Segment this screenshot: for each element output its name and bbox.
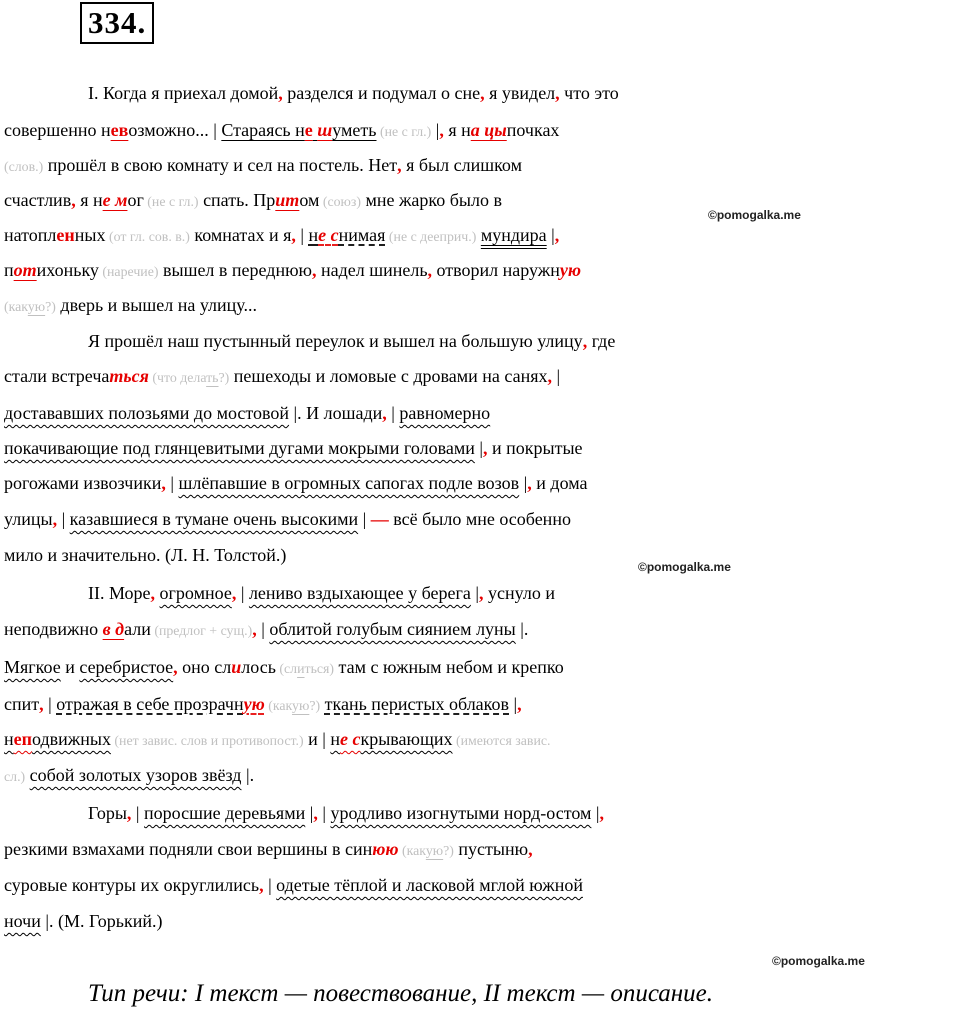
text-fragment: | [43, 694, 57, 714]
text-fragment: | [474, 438, 483, 458]
underlined-fragment: достававших полозьями до мостовой [4, 403, 290, 423]
underlined-fragment: Мягкое [4, 657, 61, 677]
grammar-hint: и [297, 661, 305, 676]
underlined-fragment: одвижных [32, 729, 111, 749]
text-fragment: что это [559, 83, 619, 103]
text-fragment: прошёл в свою комнату и сел на постель. Нет [43, 155, 398, 175]
text-line [4, 538, 960, 573]
text-fragment: II. Море [88, 583, 151, 603]
text-fragment: резкими взмахами подняли свои вершины в син [4, 839, 373, 859]
punctuation-mark: , [382, 403, 387, 423]
text-line [4, 466, 960, 501]
text-fragment: |. [515, 619, 529, 639]
underlined-fragment: серебристое [79, 657, 174, 677]
grammar-hint: (сл [275, 661, 298, 676]
punctuation-mark: , [599, 803, 604, 823]
grammar-hint: ?) [218, 370, 230, 385]
text-fragment: спать. Пр [198, 190, 276, 210]
speech-type-note: Тип речи: I текст — повествование, II текст — описание. [88, 980, 714, 1007]
highlighted-spelling: е с [318, 225, 339, 245]
grammar-hint: ?) [443, 843, 454, 858]
text-fragment: там с южным небом и крепко [334, 657, 564, 677]
grammar-hint: (как [4, 299, 28, 314]
underlined-fragment: покачивающие под глянцевитыми дугами мокрыми головами [4, 438, 475, 458]
highlighted-spelling: ую [559, 260, 582, 280]
text-fragment: | [470, 583, 480, 603]
highlighted-spelling: и [231, 657, 242, 677]
underlined-fragment: н [4, 729, 14, 749]
watermark: ©pomogalka.me [772, 954, 865, 968]
text-line [4, 904, 960, 939]
text-fragment: Я прошёл наш пустынный переулок и вышел на большую улицу [88, 331, 583, 351]
text-line [4, 396, 960, 431]
text-fragment: уснуло и [483, 583, 555, 603]
grammar-hint: ?) [309, 698, 321, 713]
text-line [4, 359, 960, 394]
underlined-fragment: поросшие деревьями [144, 803, 306, 823]
text-fragment: оно сл [177, 657, 232, 677]
text-fragment: и покрытые [487, 438, 583, 458]
underlined-fragment: уметь [332, 120, 377, 140]
text-fragment: | [509, 694, 518, 714]
text-fragment: и | [303, 729, 331, 749]
grammar-hint: ую [425, 843, 444, 858]
text-fragment: | [256, 619, 270, 639]
punctuation-mark: , [161, 473, 166, 493]
punctuation-mark: , [259, 875, 264, 895]
text-fragment: разделся и подумал о сне [282, 83, 481, 103]
text-line [88, 576, 960, 611]
grammar-hint: (наречие) [98, 264, 159, 279]
text-fragment: спит [4, 694, 40, 714]
punctuation-mark: , [71, 190, 76, 210]
punctuation-mark: , [554, 225, 560, 245]
punctuation-mark: , [173, 657, 178, 677]
text-line [4, 650, 960, 685]
text-fragment: | [263, 875, 277, 895]
highlighted-spelling: юю [372, 839, 399, 859]
highlighted-spelling: е [304, 120, 313, 140]
text-line [4, 218, 960, 253]
text-fragment: |. И лошади [289, 403, 383, 423]
text-line [4, 687, 960, 722]
punctuation-mark: , [427, 260, 433, 280]
punctuation-mark: , [547, 366, 552, 386]
text-fragment: ог [127, 190, 144, 210]
punctuation-mark: , [311, 260, 317, 280]
punctuation-mark: , [278, 83, 283, 103]
punctuation-mark: , [582, 331, 588, 351]
grammar-hint: ую [292, 698, 310, 713]
punctuation-mark: , [231, 583, 237, 603]
underlined-fragment: облитой голубым сиянием луны [269, 619, 516, 639]
punctuation-mark: , [252, 619, 257, 639]
punctuation-mark: , [439, 120, 444, 140]
text-fragment: отворил наружн [432, 260, 560, 280]
text-fragment: | [358, 509, 371, 529]
highlighted-spelling: а цы [470, 120, 507, 140]
underlined-fragment: крывающих [360, 729, 453, 749]
text-line [88, 76, 960, 111]
punctuation-mark: , [555, 83, 560, 103]
punctuation-mark: , [480, 83, 485, 103]
highlighted-spelling: ую [243, 694, 265, 714]
text-fragment: и [60, 657, 80, 677]
text-fragment: и дома [531, 473, 588, 493]
text-fragment: Горы [88, 803, 127, 823]
grammar-hint: (не с дееприч.) [385, 229, 477, 244]
text-line [4, 832, 960, 867]
text-line [4, 868, 960, 903]
grammar-hint: (союз) [319, 194, 361, 209]
text-fragment: дверь и вышел на улицу... [55, 295, 257, 315]
text-fragment: | [591, 803, 600, 823]
punctuation-mark: , [482, 438, 488, 458]
underlined-fragment: отражая в себе прозрачн [56, 694, 244, 714]
text-fragment: | [386, 403, 400, 423]
text-fragment: | [519, 473, 528, 493]
task-number: 334. [80, 2, 154, 44]
text-fragment: всё было мне особенно [388, 509, 571, 529]
text-fragment: надел шинель [316, 260, 428, 280]
punctuation-mark: , [150, 583, 156, 603]
highlighted-spelling: е м [102, 190, 128, 210]
text-fragment: лось [241, 657, 276, 677]
punctuation-mark: , [291, 225, 296, 245]
grammar-hint: (от гл. сов. в.) [105, 229, 190, 244]
underlined-fragment: н [330, 729, 340, 749]
text-fragment: натопл [4, 225, 57, 245]
punctuation-mark: , [126, 803, 132, 823]
text-fragment: совершенно н [4, 120, 111, 140]
grammar-hint: (имеются завис. [452, 733, 551, 748]
text-fragment: озможно... | [128, 120, 222, 140]
underlined-fragment: шлёпавшие в огромных сапогах подле возов [178, 473, 520, 493]
grammar-hint: (не с гл.) [376, 124, 432, 139]
grammar-hint: сл.) [4, 769, 26, 784]
text-line [4, 183, 960, 218]
text-fragment: стали встреча [4, 366, 110, 386]
text-line [88, 324, 960, 359]
grammar-hint: (как [264, 698, 293, 713]
text-line [4, 288, 960, 323]
underlined-fragment: одетые тёплой и ласковой мглой южной [276, 875, 583, 895]
punctuation-mark: , [527, 473, 532, 493]
text-fragment: |. [241, 765, 255, 785]
underlined-fragment: лениво вздыхающее у берега [248, 583, 471, 603]
grammar-hint: (что дела [148, 370, 207, 385]
text-fragment: где [587, 331, 616, 351]
grammar-hint: (предлог + сущ.) [150, 623, 253, 638]
underlined-fragment: равномерно [399, 403, 491, 423]
text-fragment: неподвижно [4, 619, 103, 639]
text-fragment: мило и значительно. (Л. Н. Толстой.) [4, 545, 287, 565]
text-fragment: ом [299, 190, 320, 210]
text-fragment: я н [75, 190, 103, 210]
grammar-hint: (нет завис. слов и противопост.) [110, 733, 304, 748]
text-fragment: | [305, 803, 314, 823]
highlighted-spelling: ев [110, 120, 129, 140]
punctuation-mark: , [397, 155, 402, 175]
text-fragment: ихоньку [36, 260, 99, 280]
text-fragment: I. Когда я приехал домой [88, 83, 279, 103]
grammar-hint: (как [398, 843, 426, 858]
text-fragment: я был слишком [401, 155, 522, 175]
highlighted-spelling: еп [13, 729, 33, 749]
watermark: ©pomogalka.me [638, 560, 731, 574]
underlined-fragment: нимая [338, 225, 386, 245]
text-fragment: я увидел [484, 83, 556, 103]
underlined-fragment: н [308, 225, 319, 245]
underlined-fragment: уродливо изогнутыми норд-остом [330, 803, 592, 823]
highlighted-spelling: ит [275, 190, 300, 210]
grammar-hint: (не с гл.) [143, 194, 199, 209]
text-fragment: али [124, 619, 151, 639]
grammar-hint: ть [206, 370, 219, 385]
text-fragment: | [295, 225, 309, 245]
text-fragment: ных [74, 225, 106, 245]
text-fragment: пешеходы и ломовые с дровами на санях [229, 366, 548, 386]
text-line [4, 148, 960, 183]
text-fragment: | [57, 509, 70, 529]
text-fragment: | [131, 803, 145, 823]
text-line [4, 722, 960, 757]
highlighted-spelling: в д [102, 619, 125, 639]
punctuation-mark: , [52, 509, 58, 529]
text-fragment: | [165, 473, 179, 493]
text-fragment: | [236, 583, 249, 603]
text-line [4, 758, 960, 793]
highlighted-spelling: ш [317, 120, 333, 140]
text-fragment: мне жарко было в [360, 190, 502, 210]
text-fragment: я н [443, 120, 471, 140]
underlined-fragment: казавшиеся в тумане очень высокими [69, 509, 359, 529]
grammar-hint: ?) [45, 299, 56, 314]
text-line [88, 796, 960, 831]
grammar-hint: ую [27, 299, 46, 314]
highlighted-spelling: е с [339, 729, 361, 749]
text-fragment: почках [506, 120, 560, 140]
text-line [4, 253, 960, 288]
underlined-fragment: собой золотых узоров звёзд [29, 765, 242, 785]
text-fragment: счастлив [4, 190, 72, 210]
text-line [4, 502, 960, 537]
underlined-fragment: Стараясь н [221, 120, 305, 140]
text-fragment: | [551, 366, 561, 386]
punctuation-mark: , [479, 583, 484, 603]
grammar-hint: ться) [304, 661, 335, 676]
text-fragment: суровые контуры их округлились [4, 875, 260, 895]
grammar-hint: (слов.) [4, 159, 44, 174]
dash-mark: — [370, 509, 389, 529]
text-fragment: пустыню [453, 839, 529, 859]
text-fragment: | [317, 803, 331, 823]
text-line [4, 612, 960, 647]
text-fragment: |. (М. Горький.) [40, 911, 163, 931]
text-fragment: улицы [4, 509, 53, 529]
underlined-fragment: ночи [4, 911, 41, 931]
text-line [4, 113, 960, 148]
text-fragment: | [546, 225, 555, 245]
punctuation-mark: , [313, 803, 318, 823]
text-line [4, 431, 960, 466]
punctuation-mark: , [39, 694, 44, 714]
underlined-fragment: ткань перистых облаков [324, 694, 509, 714]
watermark: ©pomogalka.me [708, 208, 801, 222]
highlighted-spelling: ен [56, 225, 75, 245]
underlined-fragment: мундира [480, 225, 547, 245]
text-fragment: п [4, 260, 14, 280]
text-fragment: вышел в переднюю [158, 260, 312, 280]
text-fragment: рогожами извозчики [4, 473, 162, 493]
highlighted-spelling: от [13, 260, 37, 280]
highlighted-spelling: ться [109, 366, 149, 386]
text-fragment: комнатах и я [189, 225, 292, 245]
underlined-fragment: огромное [159, 583, 232, 603]
punctuation-mark: , [517, 694, 522, 714]
punctuation-mark: , [528, 839, 533, 859]
text-fragment: | [431, 120, 440, 140]
